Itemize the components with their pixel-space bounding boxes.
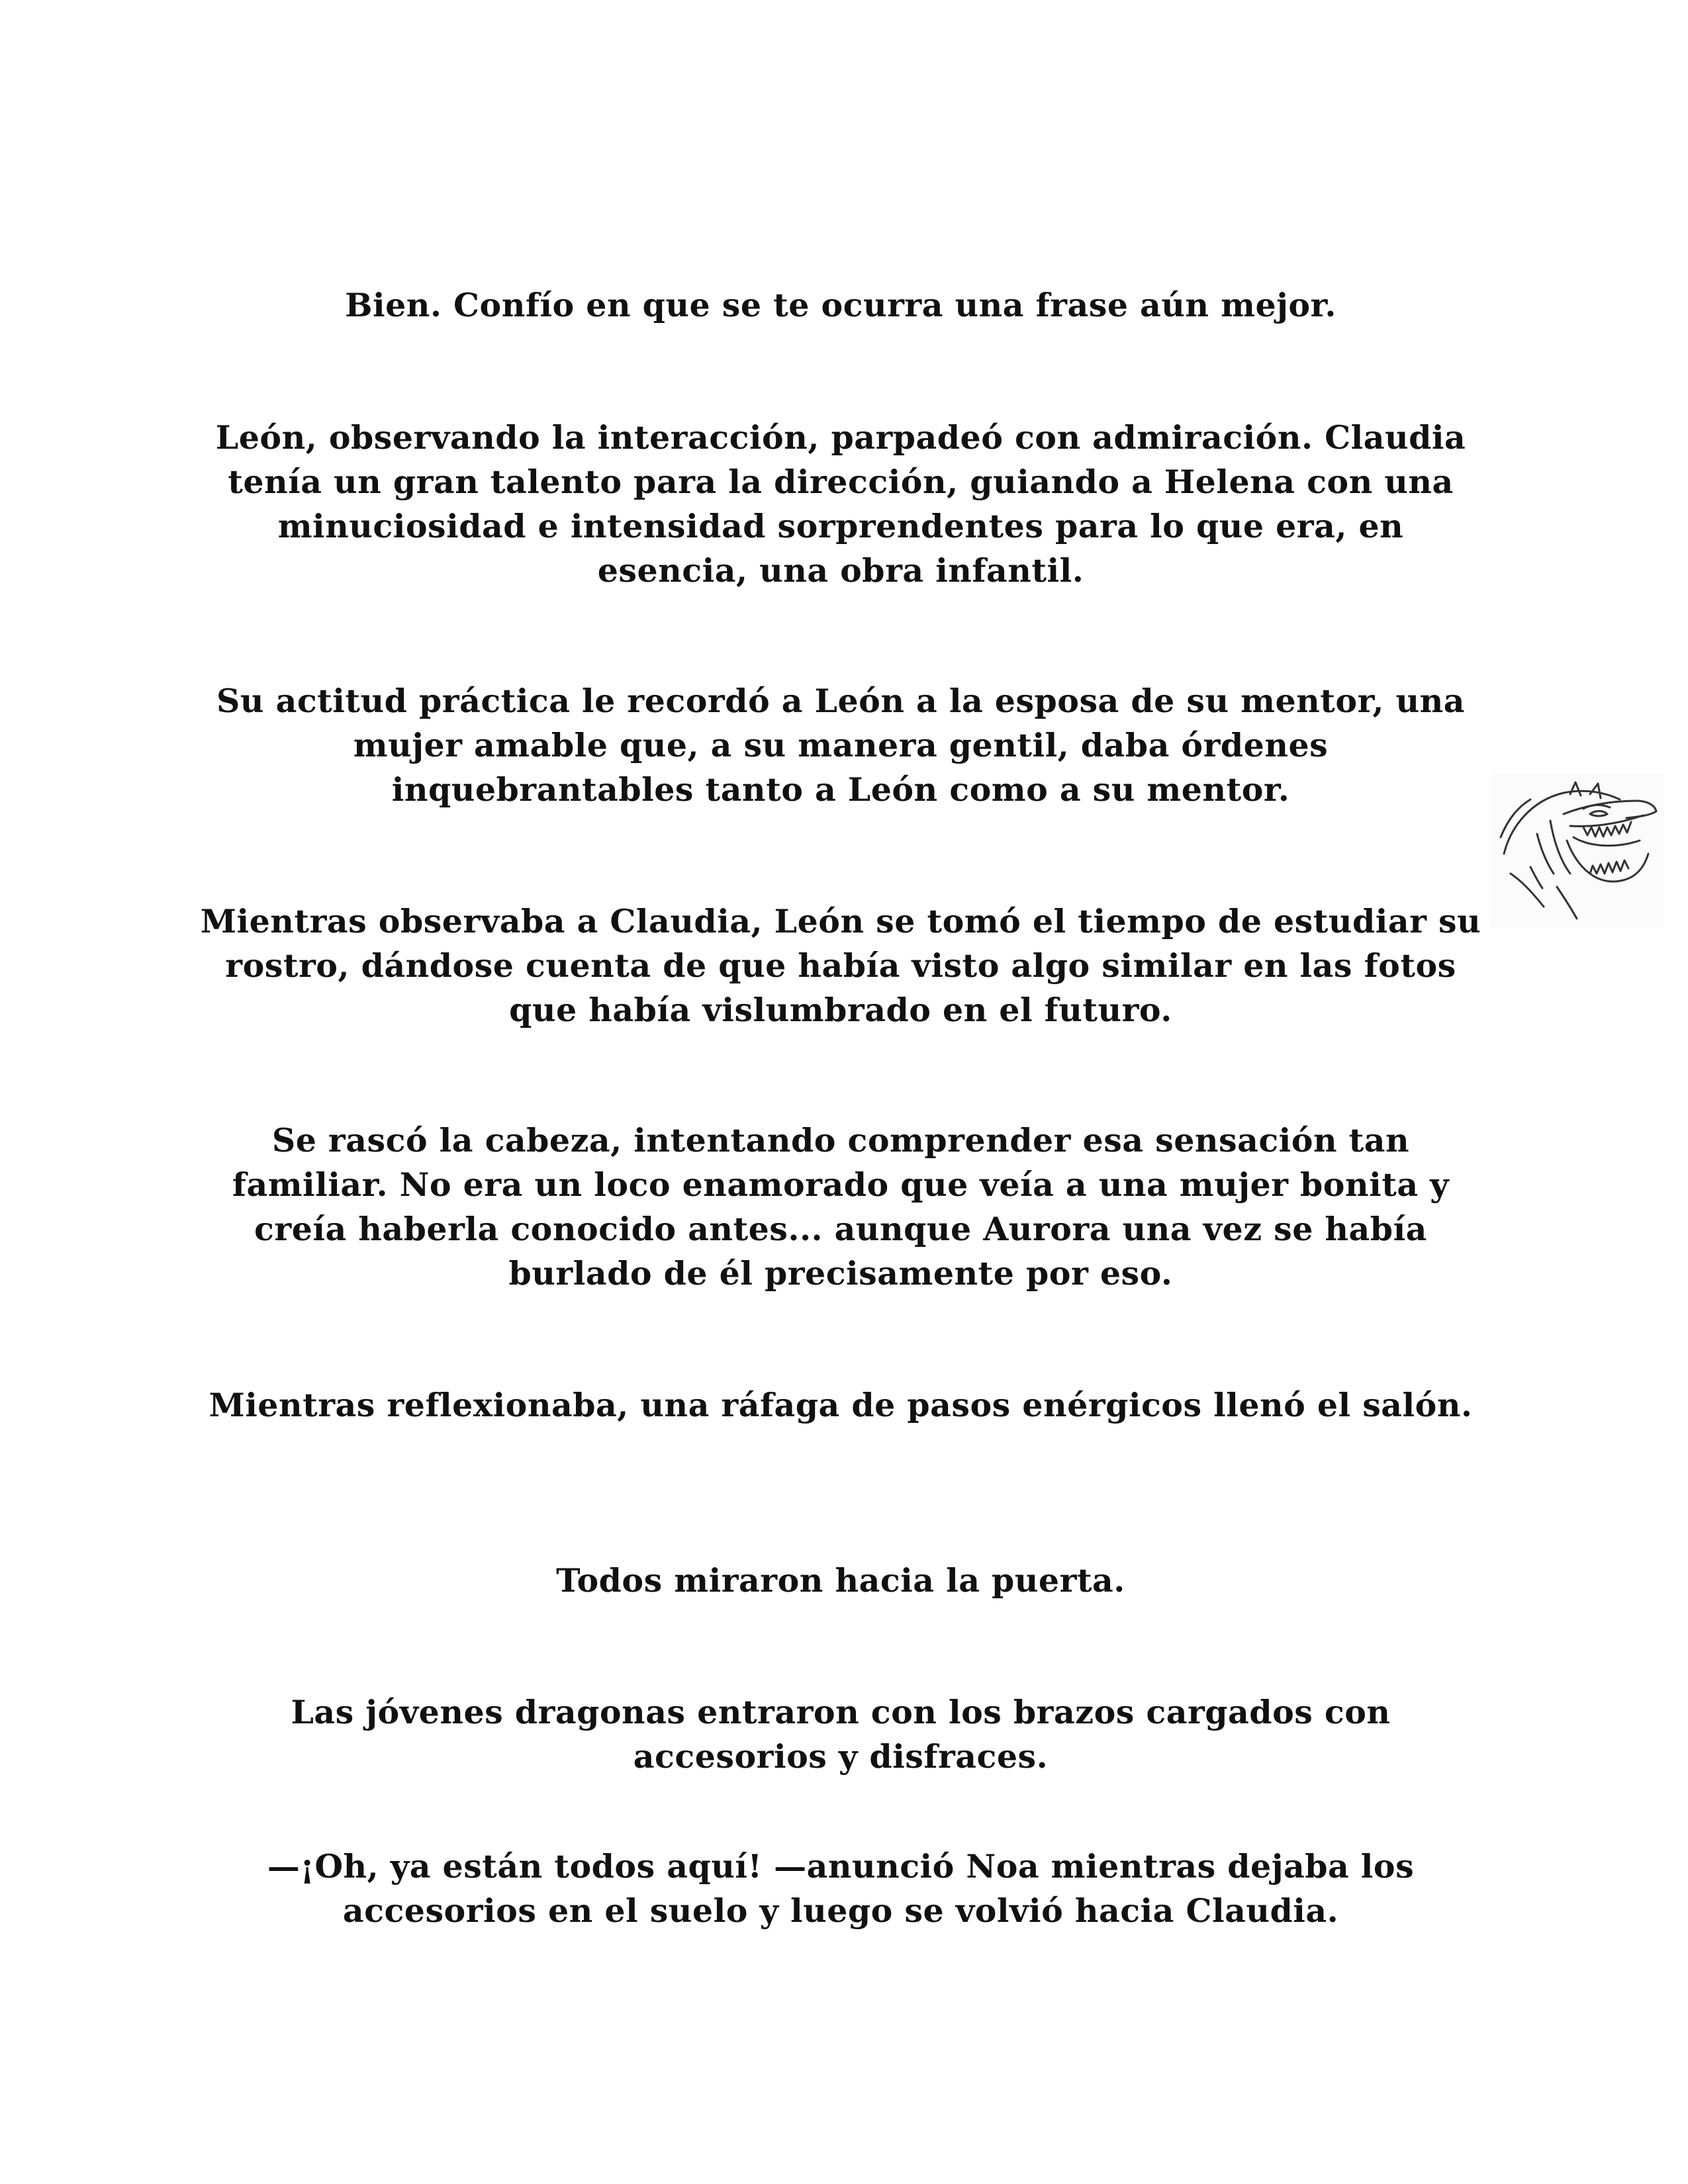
- paragraph-8: Las jóvenes dragonas entraron con los brazos cargados con accesorios y disfraces.: [291, 1693, 1391, 1776]
- paragraph-4: Mientras observaba a Claudia, León se tomó el tiempo de estudiar su rostro, dándose cuenta de que había visto algo similar en las fotos que había vislumbrado en el futuro.: [200, 902, 1481, 1029]
- paragraph-5: Se rascó la cabeza, intentando comprender esa sensación tan familiar. No era un loco enamorado que veía a una mujer bonita y creía haberla conocido antes... aunque Aurora una vez se había burlado de él precisamente por eso.: [232, 1121, 1450, 1293]
- paragraph-2: León, observando la interacción, parpadeó con admiración. Claudia tenía un gran talento para la dirección, guiando a Helena con una minuciosidad e intensidad sorprendentes para lo que era, en esencia, una obra infantil.: [215, 418, 1466, 590]
- dragon-head-sketch-icon: [1491, 774, 1664, 928]
- paragraph-6: Mientras reflexionaba, una ráfaga de pasos enérgicos llenó el salón.: [209, 1386, 1473, 1424]
- paragraph-1: Bien. Confío en que se te ocurra una frase aún mejor.: [345, 286, 1336, 324]
- paragraph-7: Todos miraron hacia la puerta.: [556, 1561, 1125, 1600]
- paragraph-3: Su actitud práctica le recordó a León a la esposa de su mentor, una mujer amable que, a su manera gentil, daba órdenes inquebrantables tanto a León como a su mentor.: [216, 682, 1465, 809]
- paragraph-9: —¡Oh, ya están todos aquí! —anunció Noa mientras dejaba los accesorios en el suelo y luego se volvió hacia Claudia.: [267, 1847, 1415, 1930]
